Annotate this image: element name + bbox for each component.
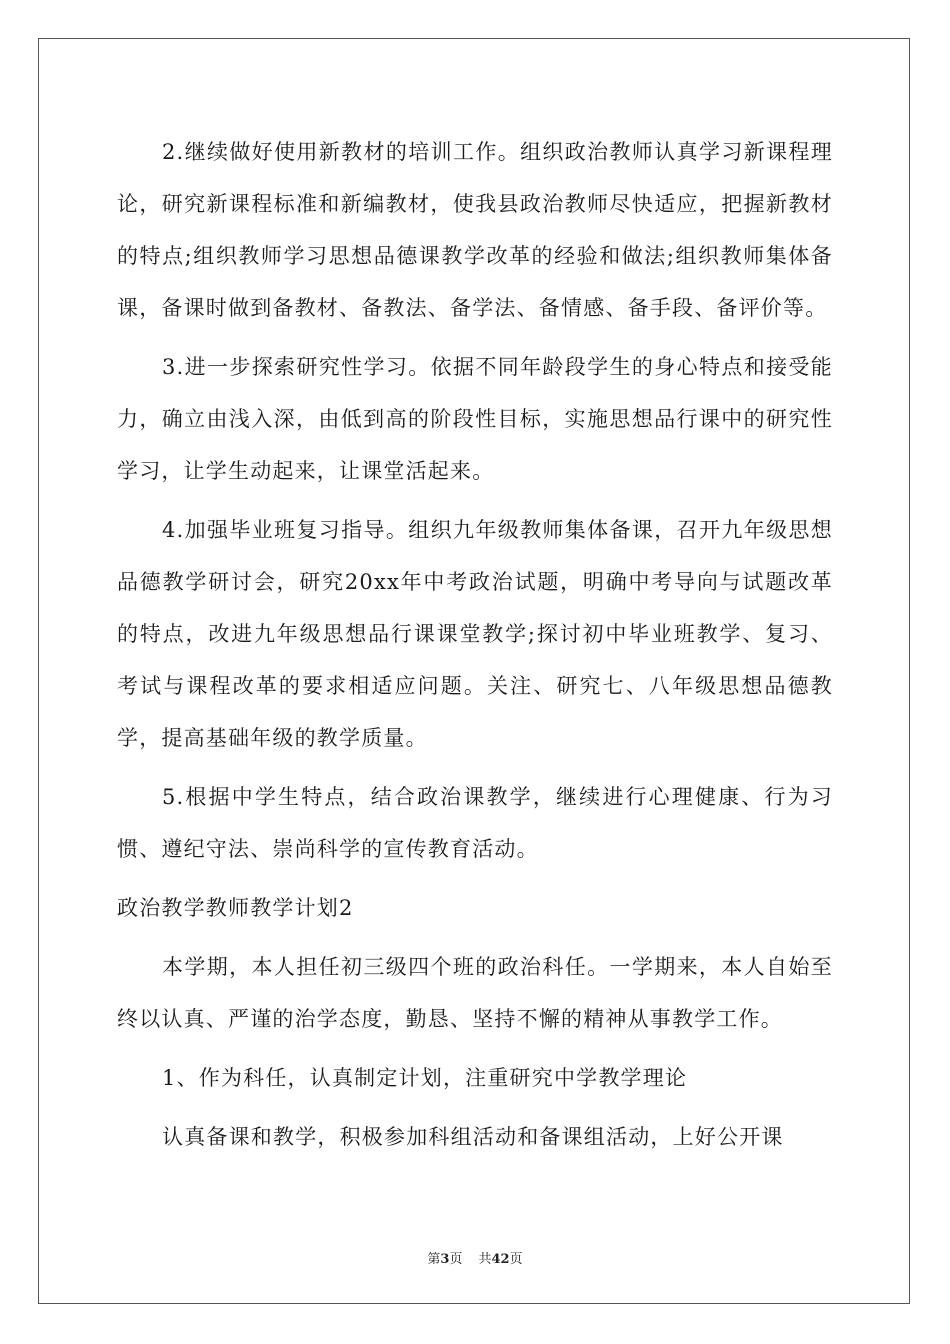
page-footer [0,1248,950,1267]
paragraph-item-5: 5.根据中学生特点，结合政治课教学，继续进行心理健康、行为习惯、遵纪守法、崇尚科学的宣传教育活动。 [117,785,833,861]
document-body [117,126,833,1170]
paragraph-intro: 本学期，本人担任初三级四个班的政治科任。一学期来，本人自始至终以认真、严谨的治学态度，勤恳、坚持不懈的精神从事教学工作。 [117,955,833,1031]
current-page-number: 3 [440,1252,450,1267]
paragraph-item-3: 3.进一步探索研究性学习。依据不同年龄段学生的身心特点和接受能力，确立由浅入深，由低到高的阶段性目标，实施思想品行课中的研究性学习，让学生动起来，让课堂活起来。 [117,355,833,483]
paragraph-item-2: 2.继续做好使用新教材的培训工作。组织政治教师认真学习新课程理论，研究新课程标准和新编教材，使我县政治教师尽快适应，把握新教材的特点;组织教师学习思想品德课教学改革的经验和做法;组织教师集体备课，备课时做到备教材、备教法、备学法、备情感、备手段、备评价等。 [117,140,833,320]
section-heading: 政治教学教师教学计划2 [117,896,354,920]
total-prefix: 共 [478,1252,492,1267]
page-prefix: 第 [427,1252,441,1267]
total-page-count: 42 [491,1252,510,1267]
total-suffix: 页 [509,1252,523,1267]
paragraph-point-1: 1、作为科任，认真制定计划，注重研究中学教学理论 [162,1066,688,1090]
page-suffix: 页 [449,1252,463,1267]
paragraph-point-1-detail: 认真备课和教学，积极参加科组活动和备课组活动，上好公开课 [162,1125,784,1149]
paragraph-item-4: 4.加强毕业班复习指导。组织九年级教师集体备课，召开九年级思想品德教学研讨会，研究20xx年中考政治试题，明确中考导向与试题改革的特点，改进九年级思想品行课课堂教学;探讨初中毕业班教学、复习、考试与课程改革的要求相适应问题。关注、研究七、八年级思想品德教学，提高基础年级的教学质量。 [117,518,833,750]
